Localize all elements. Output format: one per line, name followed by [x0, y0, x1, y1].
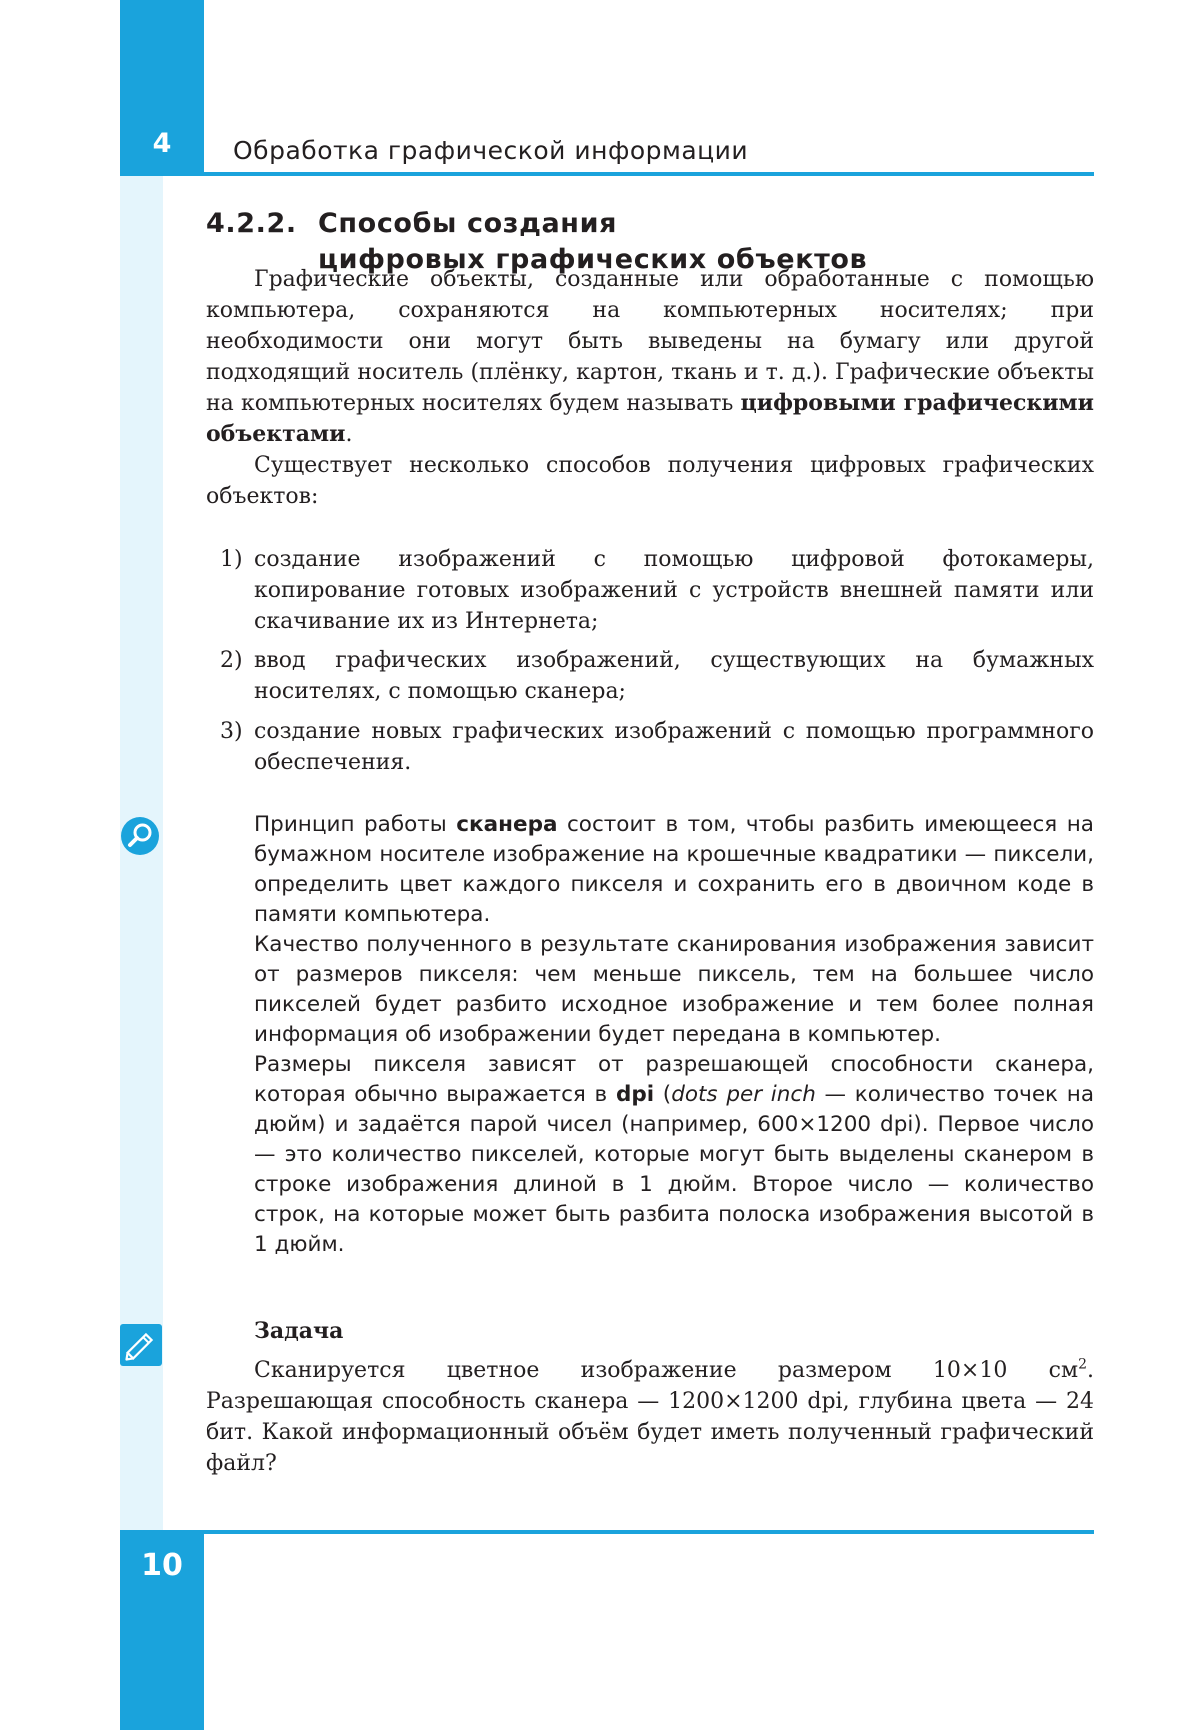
- list-item: [206, 645, 1094, 707]
- header-rule: [204, 172, 1094, 176]
- intro-text: [206, 264, 1094, 512]
- scanner-p3-b: (: [654, 1082, 672, 1107]
- intro-p1-term: цифровыми графическими объектами: [206, 390, 1094, 447]
- page-number: 10: [141, 1548, 183, 1583]
- task-text: [206, 1355, 1094, 1479]
- section-number: 4.2.2.: [206, 208, 297, 239]
- list-marker: 3): [220, 719, 243, 744]
- list-text: создание новых графических изображений с помощью программного обеспечения.: [254, 719, 1094, 775]
- section-title-line2: цифровых графических объектов: [318, 244, 868, 275]
- dpi-expansion: dots per inch: [671, 1082, 816, 1107]
- magnifier-icon: [120, 816, 160, 856]
- pencil-icon: [120, 1324, 162, 1366]
- list-marker: 2): [220, 648, 243, 673]
- scanner-paragraph-2: Качество полученного в результате сканирования изображения зависит от размеров пикселя: чем меньше пиксель, тем на большее число пикселей будет разбито исходное изображение и тем более полная информация об изображении будет передана в компьютер.: [254, 932, 1094, 1047]
- task-text-b: . Разрешающая способность сканера — 1200×1200 dpi, глубина цвета — 24 бит. Какой информационный объём будет иметь полученный графический файл?: [206, 1358, 1094, 1476]
- chapter-number: 4: [152, 128, 172, 159]
- scanner-p1-b: состоит в том, чтобы разбить имеющееся на бумажном носителе изображение на крошечные квадратики — пиксели, определить цвет каждого пикселя и сохранить его в двоичном коде в памяти компьютера.: [254, 812, 1094, 927]
- intro-paragraph-1: [206, 264, 1094, 450]
- task-superscript: 2: [1078, 1356, 1087, 1373]
- intro-p1-text: Графические объекты, созданные или обработанные с помощью компьютера, сохраняются на компьютерных носителях; при необходимости они могут быть выведены на бумагу или другой подходящий носитель (плёнку, картон, ткань и т. д.). Графические объекты на компьютерных носителях будем называть: [206, 267, 1094, 416]
- list-text: создание изображений с помощью цифровой фотокамеры, копирование готовых изображений с устройств внешней памяти или скачивание их из Интернета;: [254, 547, 1094, 634]
- footer-rule: [204, 1530, 1094, 1534]
- intro-p1-end: .: [345, 422, 353, 447]
- intro-paragraph-2: Существует несколько способов получения цифровых графических объектов:: [206, 453, 1094, 509]
- scanner-p3-c: — количество точек на дюйм) и задаётся парой чисел (например, 600×1200 dpi). Первое число — это количество пикселей, которые могут быть выделены сканером в строке изображения длиной в 1 дюйм. Второе число — количество строк, на которые может быть разбита полоска изображения высотой в 1 дюйм.: [254, 1082, 1094, 1257]
- scanner-paragraph-1: [254, 810, 1094, 930]
- list-text: ввод графических изображений, существующих на бумажных носителях, с помощью сканера;: [254, 648, 1094, 704]
- dpi-term: dpi: [615, 1082, 655, 1107]
- list-item: [206, 716, 1094, 778]
- scanner-term: сканера: [456, 812, 558, 837]
- chapter-title: Обработка графической информации: [233, 136, 749, 165]
- task-title: Задача: [254, 1318, 344, 1344]
- scanner-info: [254, 810, 1094, 1260]
- list-marker: 1): [220, 547, 243, 572]
- section-title-line1: Способы создания: [318, 208, 618, 239]
- margin-strip: [120, 0, 163, 1730]
- list-item: [206, 544, 1094, 637]
- task-text-a: Сканируется цветное изображение размером 10×10 см: [254, 1358, 1079, 1383]
- scanner-p3-a: Размеры пикселя зависят от разрешающей способности сканера, которая обычно выражается в: [254, 1052, 1094, 1107]
- scanner-paragraph-3: [254, 1050, 1094, 1260]
- scanner-p1-a: Принцип работы: [254, 812, 457, 837]
- task-paragraph: [206, 1355, 1094, 1479]
